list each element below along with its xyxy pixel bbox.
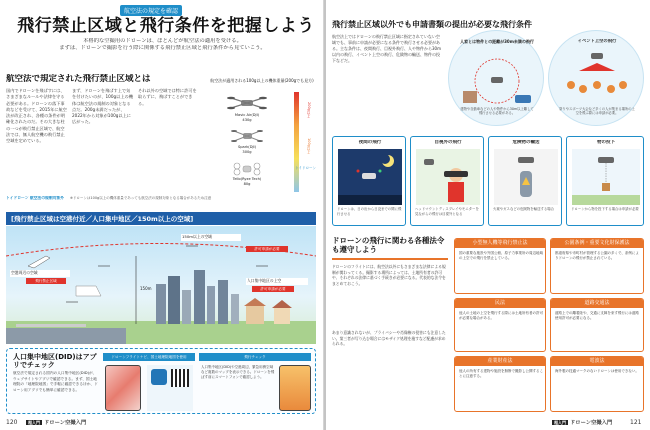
drone-icon (231, 128, 263, 144)
body-column-1: 国内でドローンを飛ばすには、さまざまなルールや法律を守る必要がある。ドローンの落下事故などを受けて、2015年に航空法が改正され、各種の条件が明確化されたのだ。その大きな柱の一つが飛行禁止区域で、航空法では、無人航空機の飛行禁止空域を定めている。 (6, 88, 67, 144)
weight-axis-bottom: トイドローン (295, 166, 316, 170)
drone-icon (233, 162, 261, 176)
note-text: ※ドローンは100g以上の機体重量であっても航空法の規制対象となる場合があるため注意 (70, 196, 212, 200)
page-number: 121 (630, 419, 642, 426)
drop-object-icon (572, 149, 640, 205)
diagram-heading-bar: [飛行禁止区域は空港付近／人口集中地区／150m以上の空域] (6, 212, 316, 225)
diagram-label-150m: 150m以上の空域 (181, 234, 241, 241)
app-tab-2[interactable]: 飛行チェック (199, 353, 311, 361)
law-box: 電波法 海外製の技適マークのないドローンは使用できない。 (550, 356, 644, 412)
visual-line-of-sight-icon (416, 149, 480, 205)
drone-item: Spark(DJI) 300g (212, 128, 282, 158)
app-description: 人口集中地区(DID)や空港周辺、緊急用務空域など複数のマップを表示できる。ドローンを飛ばす前にスマートフォンで確認しよう。 (201, 365, 275, 379)
law-title-rule (332, 258, 448, 260)
body-column-2: まず、ドローンを飛ばす上で気を付けたいのが、100g以上の機体は航空法の規制の対象となる点だ。200g未満だったが、2022年から対象が100g以上に広がった。 (72, 88, 133, 125)
crowd-icon (549, 49, 645, 109)
page-number: 120 (6, 419, 18, 426)
app-qr-panel (147, 365, 193, 411)
brand-badge: 超入門 (554, 420, 566, 425)
section-heading-right: 飛行禁止区域以外でも申請書類の提出が必要な飛行条件 (332, 20, 532, 29)
map-app-screenshot (105, 365, 141, 411)
diagram-illustration (6, 226, 316, 344)
condition-panel: 物の投下 ドローンから物を投下する場合は申請が必要 (566, 136, 644, 226)
law-box: 道路交通法 道路上での離着陸や、交通に支障を来す飛行には道路使用許可が必要になる。 (550, 298, 644, 352)
distance-title: 人家とは物件との距離が30m未満の飛行 (460, 39, 534, 44)
page-title: 飛行禁止区域と飛行条件を把握しよう (17, 16, 315, 36)
diagram-tag-prohibited: 飛行禁止区域 (26, 278, 66, 284)
footer-brand (552, 418, 612, 426)
did-box (6, 348, 316, 414)
brand-badge: 超入門 (28, 420, 40, 425)
law-box: 民法 他人の土地の上空を飛行する際には土地所有者の許可が必要な場合がある。 (454, 298, 546, 352)
drone-distance-icon (449, 51, 545, 111)
weight-chart-box (206, 78, 318, 206)
distance-illustration (448, 30, 544, 126)
brand-text: ドローン空撮入門 (44, 420, 87, 426)
left-page (0, 0, 324, 430)
check-app-screenshot (279, 365, 311, 411)
note-label: トイドローン 航空法の規制対象外 (6, 196, 65, 200)
weight-scale-bar (294, 92, 299, 192)
subtitle-1: 本格的な空撮用のドローンは、ほとんどが航空法の適用を受ける。 (83, 38, 242, 44)
drone-icon (227, 94, 267, 112)
diagram-150-label: 150m (140, 286, 152, 291)
section-heading: 航空法で規定された飛行禁止区域とは (6, 74, 151, 84)
footer-brand (26, 418, 86, 426)
event-caption: 祭りやスポーツ大会など多くの人が集まる場所の上空を飛ぶ際には申請が必要。 (559, 107, 635, 116)
did-body: 航空法で規定される国内の人口集中地区(DID)が、ウェブサイトやアプリで確認できる。まず、国土地理院の「地理院地図」で手軽に確認できるほか、ドローン用アプリでも簡単に確認できる。 (13, 371, 98, 392)
event-title: イベント上空の飛行 (577, 39, 617, 44)
law-title: ドローンの飛行に関わる各種法令も遵守しよう (332, 236, 445, 255)
law-body: ドローンのフライトには、航空法以外にもさまざまな法律による規制が関わってくる。撮影する場所によっては、土地所有者の許可や、それぞれの法律に基づく手続きが必要になる。代表的な法令をまとめておこう。 (332, 264, 446, 287)
condition-panel: 危険物の輸送 火薬やガスなどの危険物を輸送する場合 (488, 136, 562, 226)
diagram-tag-permit: 許可申請が必要 (246, 246, 288, 252)
condition-panel: 夜間の飛行 ドローンは、日の出から日没までの間に飛行させる (332, 136, 406, 226)
subtitle-2: まずは、ドローンで撮影を行う際に関係する飛行禁止区域と飛行条件から見ていこう。 (59, 45, 266, 51)
section-tag: 航空法の規定を確認 (120, 5, 182, 16)
airspace-diagram (6, 226, 316, 344)
drone-item: Tello(Ryze Tech) 80g (212, 162, 282, 192)
right-page (326, 0, 650, 430)
night-flight-icon (338, 149, 402, 205)
intro-text: 航空法上ではドローンの飛行禁止区域に指定されていない空域でも、事前に申請が必要になる条件で飛行させる必要がある。主な条件は、夜間飛行、目視外飛行、人や物件から30m以内の飛行、イベント上空の飛行、危険物の輸送、物件の投下などだ。 (332, 34, 441, 63)
weight-axis-top: 200g以上 (307, 102, 311, 118)
law-body-2: あまり意識されないが、プライバシーや肖像権の侵害にも注意したい。第三者が写り込む場合にはモザイク処理を施すなど配慮が求められる。 (332, 330, 446, 347)
condition-panel: 目視外の飛行 ヘッドマウントディスプレイやモニターを見ながらの飛行は目視外となる (410, 136, 484, 226)
qr-code-icon (171, 369, 189, 387)
did-title: 人口集中地区(DID)はアプリでチェック (13, 353, 97, 370)
body-column-3: それ以外の空域では特に許可を取らずに、飛ばすことができる。 (138, 88, 197, 106)
diagram-label-did: 人口集中地区の上空 (246, 278, 308, 285)
hazmat-icon (494, 149, 558, 205)
brand-text: ドローン空撮入門 (570, 420, 613, 426)
law-box: 公園条例・重要文化財保護法 都道府県や市町村が管理する公園の多くで、条例によりドローンの飛行が禁止されている。 (550, 238, 644, 294)
diagram-label-airport: 空港周辺の空域 (10, 270, 70, 277)
app-tab-1[interactable]: ドローンフライトナビ、国土地理院地図を使用 (103, 353, 195, 361)
distance-caption: 建物や自動車などの人や物件から30m以上離して飛行させる必要がある。 (460, 107, 534, 116)
event-illustration (548, 30, 644, 126)
law-box: 小型無人機等飛行禁止法 国の重要な施設や外国公館、原子力事業所の周辺地域の上空での飛行を禁止している。 (454, 238, 546, 294)
weight-axis-mid: 100g以上 (307, 138, 311, 154)
app-logo-icon (151, 369, 167, 385)
law-box: 産業財産法 他人の所有する建物や施設を無断で撮影し公開することに注意する。 (454, 356, 546, 412)
diagram-tag-permit-2: 許可申請が必要 (252, 286, 294, 292)
weight-box-title: 航空法が適用される100g以上の機体重量(200gでも見方) (210, 78, 314, 83)
drone-item: Mavic Air(DJI) 430g (212, 94, 282, 124)
